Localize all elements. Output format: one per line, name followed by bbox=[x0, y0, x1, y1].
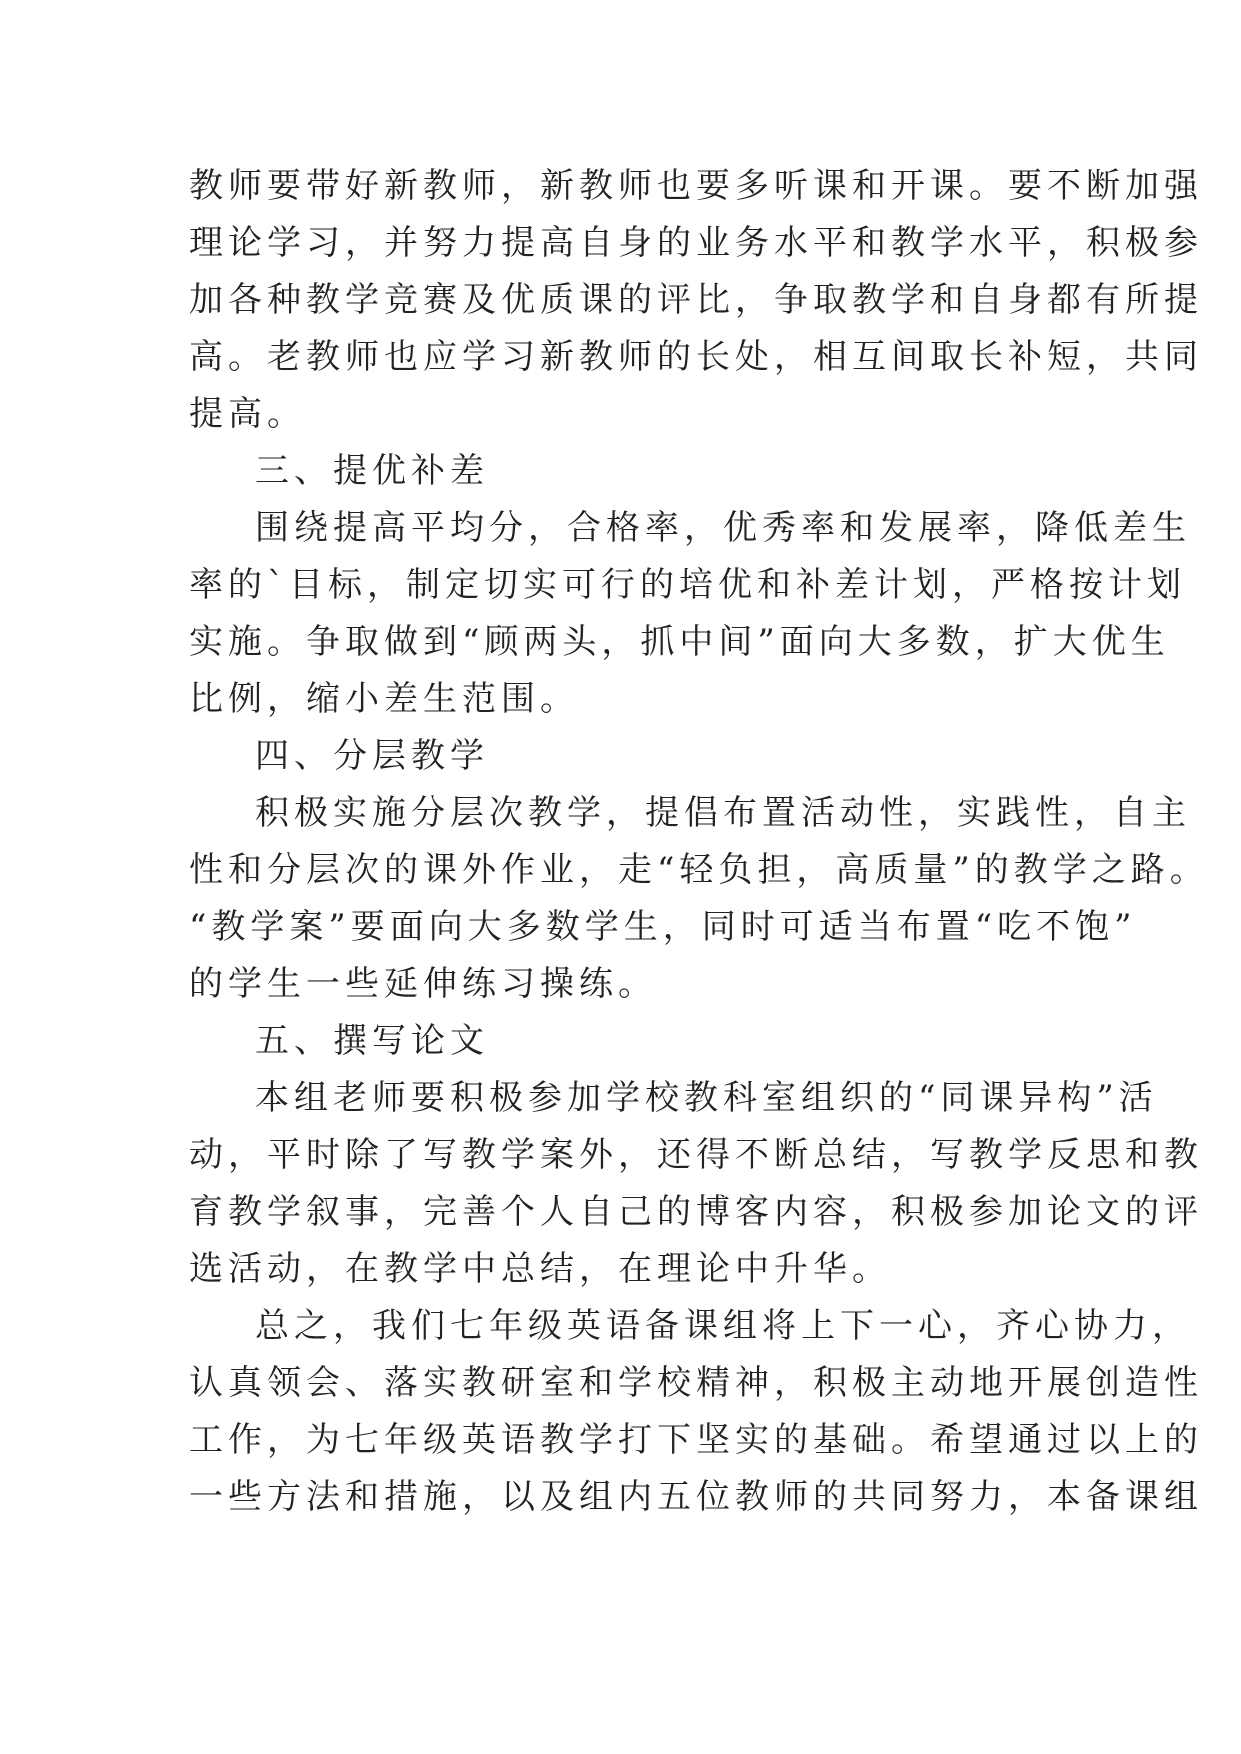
paragraph-line: 性和分层次的课外作业，走“轻负担，高质量”的教学之路。 bbox=[189, 850, 1209, 890]
paragraph-line: 比例，缩小差生范围。 bbox=[189, 679, 579, 719]
paragraph-line: 动，平时除了写教学案外，还得不断总结，写教学反思和教 bbox=[189, 1135, 1203, 1175]
section-heading: 五、撰写论文 bbox=[255, 1021, 489, 1061]
paragraph-line: 提高。 bbox=[189, 394, 306, 434]
paragraph-line: 积极实施分层次教学，提倡布置活动性，实践性，自主 bbox=[255, 793, 1191, 833]
paragraph-line: 加各种教学竞赛及优质课的评比，争取教学和自身都有所提 bbox=[189, 280, 1203, 320]
paragraph-line: 育教学叙事，完善个人自己的博客内容，积极参加论文的评 bbox=[189, 1192, 1203, 1232]
paragraph-line: 理论学习，并努力提高自身的业务水平和教学水平，积极参 bbox=[189, 223, 1203, 263]
paragraph-line: 的学生一些延伸练习操练。 bbox=[189, 964, 657, 1004]
paragraph-line: 认真领会、落实教研室和学校精神，积极主动地开展创造性 bbox=[189, 1363, 1203, 1403]
paragraph-line: 一些方法和措施，以及组内五位教师的共同努力，本备课组 bbox=[189, 1477, 1203, 1517]
paragraph-line: 选活动，在教学中总结，在理论中升华。 bbox=[189, 1249, 891, 1289]
paragraph-line: 本组老师要积极参加学校教科室组织的“同课异构”活 bbox=[255, 1078, 1158, 1118]
paragraph-line: 率的`目标，制定切实可行的培优和补差计划，严格按计划 bbox=[189, 565, 1186, 605]
paragraph-line: 总之，我们七年级英语备课组将上下一心，齐心协力， bbox=[255, 1306, 1191, 1346]
paragraph-line: 教师要带好新教师，新教师也要多听课和开课。要不断加强 bbox=[189, 166, 1203, 206]
section-heading: 三、提优补差 bbox=[255, 451, 489, 491]
document-body bbox=[189, 158, 1209, 1526]
section-heading: 四、分层教学 bbox=[255, 736, 489, 776]
paragraph-line: 工作，为七年级英语教学打下坚实的基础。希望通过以上的 bbox=[189, 1420, 1203, 1460]
paragraph-line: 高。老教师也应学习新教师的长处，相互间取长补短，共同 bbox=[189, 337, 1203, 377]
paragraph-line: 实施。争取做到“顾两头，抓中间”面向大多数，扩大优生 bbox=[189, 622, 1170, 662]
paragraph-line: 围绕提高平均分，合格率，优秀率和发展率，降低差生 bbox=[255, 508, 1191, 548]
paragraph-line: “教学案”要面向大多数学生，同时可适当布置“吃不饱” bbox=[189, 907, 1137, 947]
